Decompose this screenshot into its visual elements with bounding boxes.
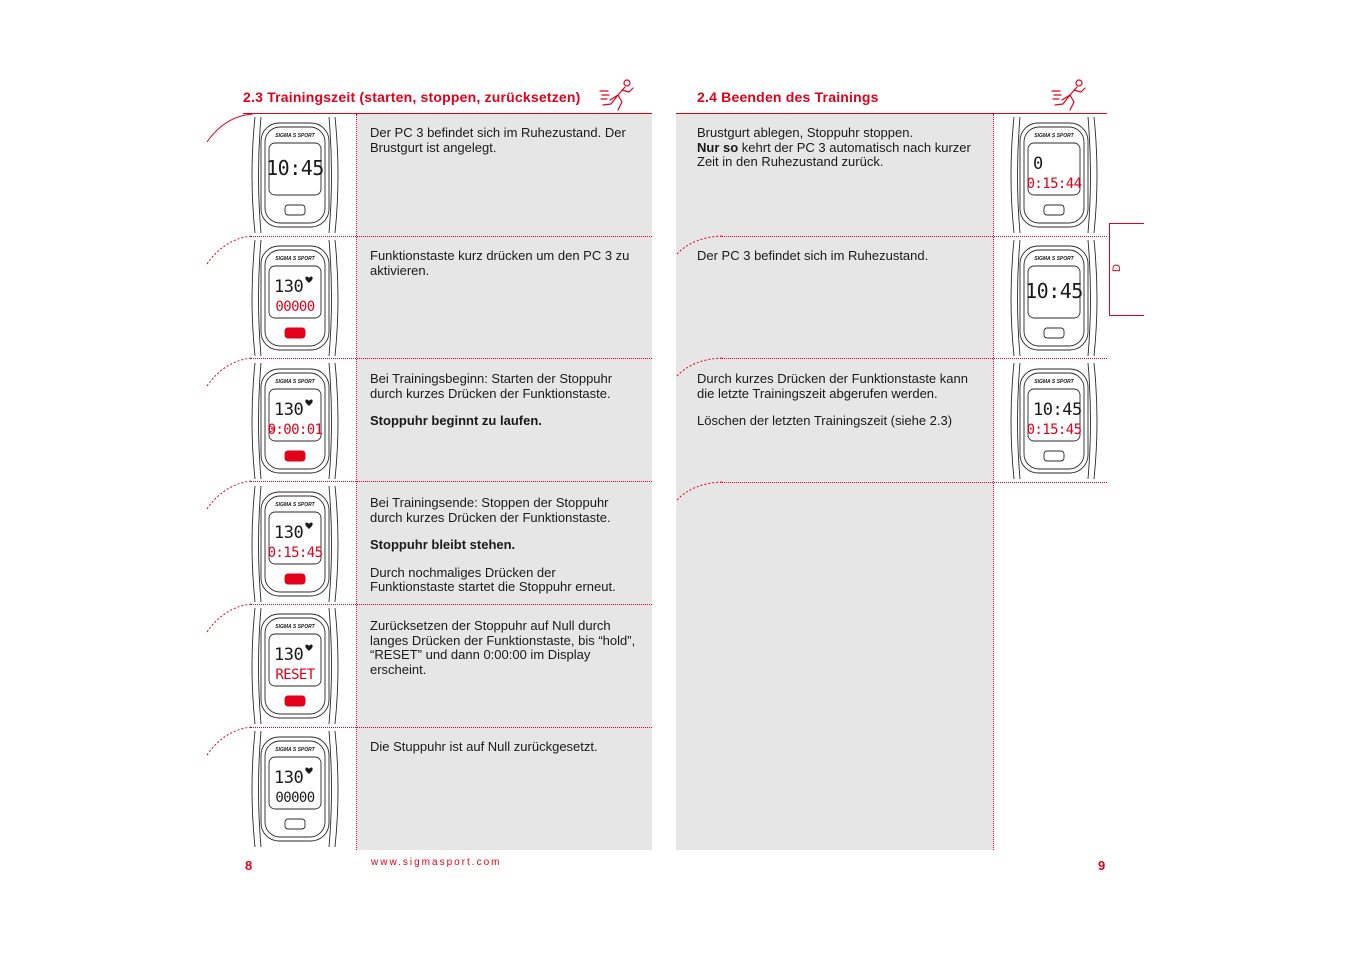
- display-line-secondary: 00000: [275, 790, 315, 806]
- right-row-separator: [720, 482, 1107, 483]
- website-url: www.sigmasport.com: [371, 857, 502, 868]
- heart-icon: [305, 523, 312, 529]
- strap-edge: [1011, 363, 1014, 479]
- paragraph: Nur so kehrt der PC 3 automatisch nach kurzer Zeit in den Ruhezustand zurück.: [697, 139, 971, 170]
- paragraph: Durch nochmaliges Drücken der Funktionstaste startet die Stoppuhr erneut.: [370, 564, 616, 595]
- strap-edge: [252, 486, 255, 602]
- heart-icon: [305, 768, 312, 774]
- display-line-secondary: RESET: [275, 667, 315, 683]
- paragraph: Der PC 3 befindet sich im Ruhezustand. Der Brustgurt ist angelegt.: [370, 125, 626, 155]
- instruction-text: [697, 126, 983, 170]
- instruction-text: [370, 372, 642, 442]
- watch-button: [1044, 205, 1064, 215]
- strap-edge: [252, 363, 255, 479]
- runner-icon: [598, 78, 640, 112]
- strap-edge: [1094, 240, 1097, 356]
- display-line-secondary: 0:15:44: [1026, 176, 1082, 192]
- brand-logo: SIGMA S SPORT: [275, 379, 315, 385]
- left-column-divider: [356, 114, 357, 850]
- paragraph: Bei Trainingsbeginn: Starten der Stoppuhr durch kurzes Drücken der Funktionstaste.: [370, 371, 613, 401]
- brand-logo: SIGMA S SPORT: [275, 133, 315, 139]
- strap-edge: [1094, 117, 1097, 233]
- strap-edge: [1011, 240, 1014, 356]
- right-page-number: 9: [1098, 858, 1106, 873]
- strap-edge: [252, 731, 255, 847]
- watch-illustration: [247, 731, 343, 847]
- heart-icon: [305, 400, 312, 406]
- watch-bezel: [1024, 373, 1084, 469]
- strap-edge: [252, 240, 255, 356]
- strap-edge: [252, 117, 255, 233]
- bold-text: Stoppuhr beginnt zu laufen.: [370, 413, 542, 429]
- paragraph: Der PC 3 befindet sich im Ruhezustand.: [697, 248, 929, 263]
- right-page-title: 2.4 Beenden des Trainings: [697, 89, 879, 105]
- brand-logo: SIGMA S SPORT: [275, 624, 315, 630]
- display-line-main: 10:45: [1025, 279, 1083, 303]
- display-line-main: 130: [274, 523, 304, 543]
- brand-logo: SIGMA S SPORT: [1034, 256, 1074, 262]
- left-row-separator: [250, 481, 652, 482]
- strap-edge: [1094, 363, 1097, 479]
- paragraph: Bei Trainingsende: Stoppen der Stoppuhr durch kurzes Drücken der Funktionstaste.: [370, 495, 611, 525]
- watch-illustration: [247, 486, 343, 602]
- display-line-secondary: 0:15:45: [267, 545, 323, 561]
- watch-button: [1044, 328, 1064, 338]
- language-tab-label: D: [1110, 264, 1123, 272]
- display-line-main: 0: [1033, 154, 1043, 174]
- watch-button: [285, 451, 305, 461]
- instruction-text: [370, 619, 642, 690]
- watch-illustration: [1006, 363, 1102, 479]
- paragraph: Zurücksetzen der Stoppuhr auf Null durch langes Drücken der Funktionstaste, bis “hold”, “RESET” und dann 0:00:00 im Display erscheint.: [370, 618, 636, 677]
- watch-illustration: [247, 608, 343, 724]
- strap-edge: [1011, 117, 1014, 233]
- watch-button: [285, 819, 305, 829]
- strap-edge: [335, 363, 338, 479]
- bold-text: Nur so: [697, 139, 739, 155]
- instruction-text: [370, 126, 642, 168]
- left-row-separator: [250, 727, 652, 728]
- strap-edge: [335, 731, 338, 847]
- paragraph: Löschen der letzten Trainingszeit (siehe 2.3): [697, 413, 953, 429]
- watch-button: [285, 328, 305, 338]
- brand-logo: SIGMA S SPORT: [275, 256, 315, 262]
- watch-button: [285, 205, 305, 215]
- strap-edge: [335, 240, 338, 356]
- paragraph: Funktionstaste kurz drücken um den PC 3 zu aktivieren.: [370, 248, 630, 278]
- watch-button: [285, 574, 305, 584]
- paragraph: Durch kurzes Drücken der Funktionstaste kann die letzte Trainingszeit abgerufen werden.: [697, 371, 968, 401]
- watch-illustration: [247, 240, 343, 356]
- display-line-secondary: 0:00:01: [267, 422, 323, 438]
- display-line-main: 10:45: [1033, 400, 1082, 420]
- left-row-separator: [250, 358, 652, 359]
- instruction-text: [370, 740, 642, 768]
- display-line-main: 130: [274, 277, 304, 297]
- brand-logo: SIGMA S SPORT: [275, 502, 315, 508]
- paragraph: Die Stuppuhr ist auf Null zurückgesetzt.: [370, 739, 598, 754]
- instruction-text: [370, 496, 642, 608]
- runner-icon: [1050, 78, 1092, 112]
- row-curve: [675, 480, 725, 502]
- paragraph: [370, 414, 642, 429]
- strap-edge: [335, 608, 338, 724]
- strap-edge: [252, 608, 255, 724]
- watch-illustration: [1006, 240, 1102, 356]
- left-page-number: 8: [245, 858, 253, 873]
- watch-illustration: [247, 117, 343, 233]
- display-line-main: 130: [274, 645, 304, 665]
- heart-icon: [305, 277, 312, 283]
- left-row-separator: [250, 236, 652, 237]
- paragraph: [370, 538, 642, 553]
- display-line-main: 130: [274, 768, 304, 788]
- watch-button: [1044, 451, 1064, 461]
- watch-illustration: [247, 363, 343, 479]
- bold-text: Stoppuhr bleibt stehen.: [370, 537, 516, 553]
- watch-illustration: [1006, 117, 1102, 233]
- watch-bezel: [1024, 127, 1084, 223]
- paragraph: Brustgurt ablegen, Stoppuhr stoppen.: [697, 125, 914, 140]
- display-line-secondary: 0:15:45: [1026, 422, 1082, 438]
- instruction-text: [370, 249, 642, 291]
- right-row-separator: [720, 236, 1107, 237]
- brand-logo: SIGMA S SPORT: [275, 747, 315, 753]
- display-line-secondary: 00000: [275, 299, 315, 315]
- display-line-main: 10:45: [266, 156, 324, 180]
- instruction-text: [697, 372, 983, 442]
- brand-logo: SIGMA S SPORT: [1034, 133, 1074, 139]
- heart-icon: [305, 645, 312, 651]
- brand-logo: SIGMA S SPORT: [1034, 379, 1074, 385]
- left-page-title: 2.3 Trainingszeit (starten, stoppen, zurücksetzen): [243, 89, 581, 105]
- language-side-tab: [1109, 223, 1144, 316]
- instruction-text: [697, 249, 983, 277]
- right-row-separator: [720, 358, 1107, 359]
- watch-bezel: [265, 741, 325, 837]
- strap-edge: [335, 486, 338, 602]
- strap-edge: [335, 117, 338, 233]
- display-line-main: 130: [274, 400, 304, 420]
- watch-button: [285, 696, 305, 706]
